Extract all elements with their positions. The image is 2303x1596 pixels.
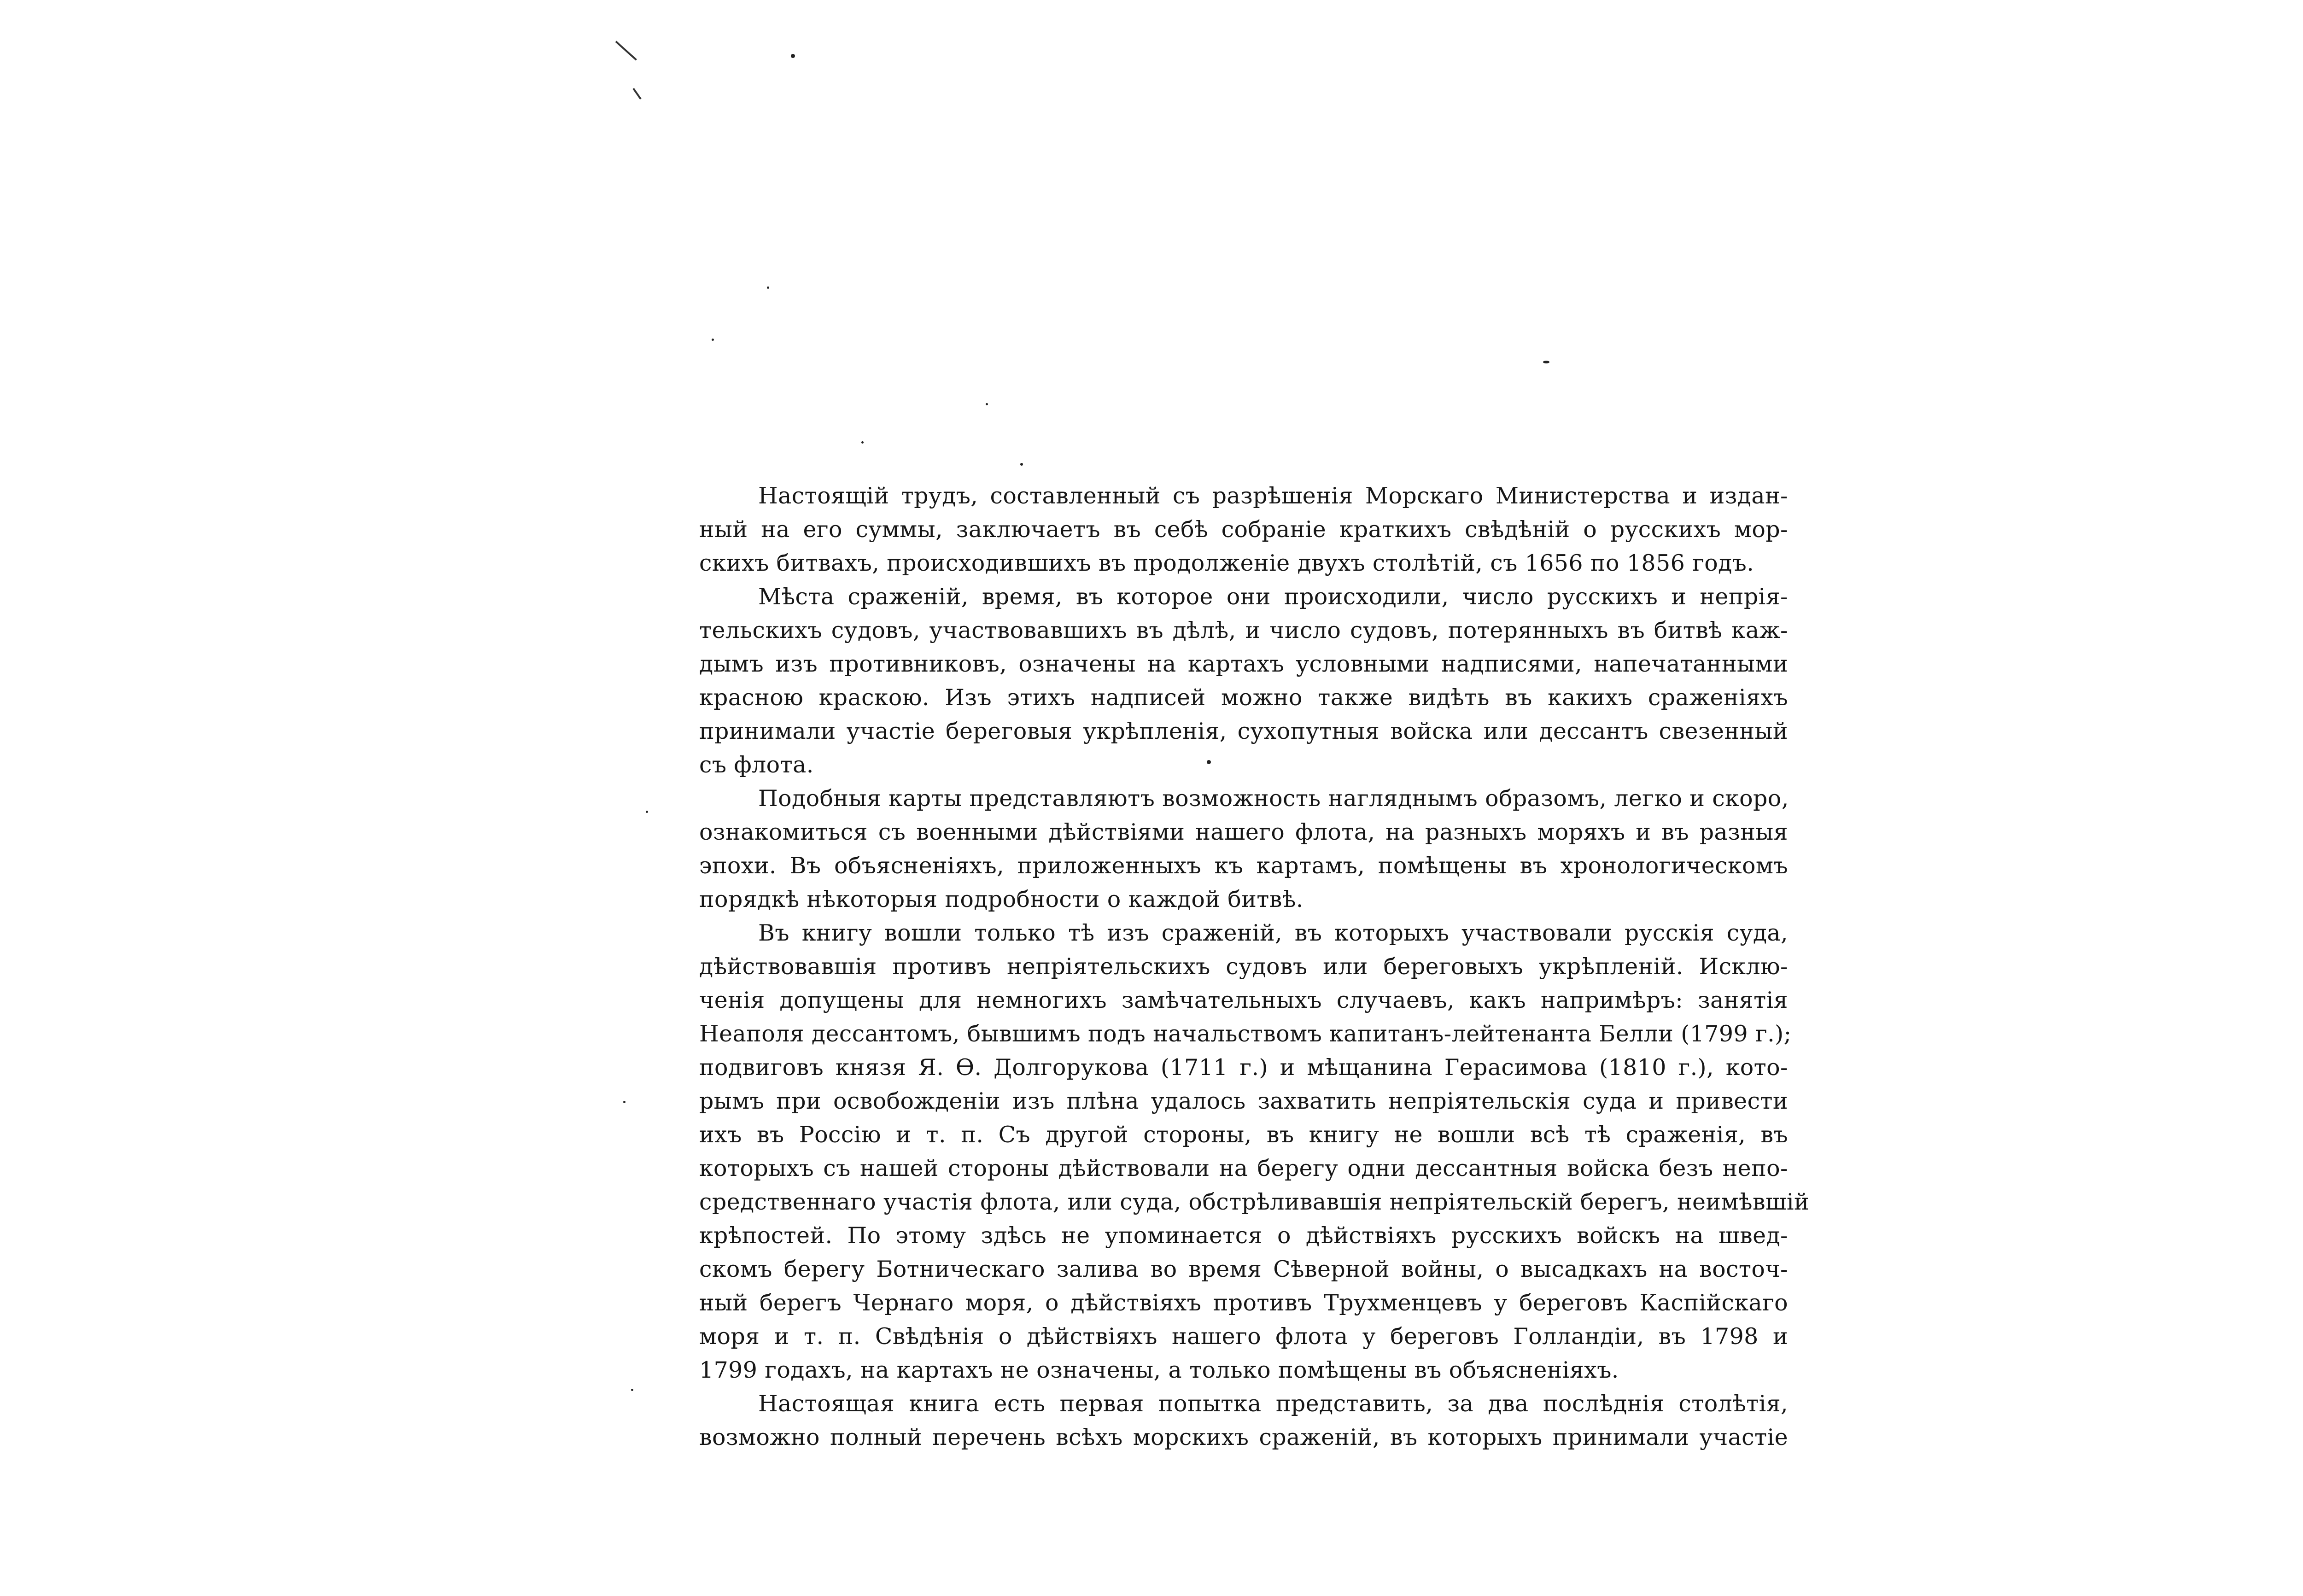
- scan-artifact-dot: [1543, 361, 1549, 363]
- text-line: рымъ при освобожденіи изъ плѣна удалось захватить непріятельскія суда и привести: [699, 1088, 1788, 1114]
- scan-artifact-dot: [1020, 463, 1023, 466]
- text-line: которыхъ съ нашей стороны дѣйствовали на берегу одни дессантныя войска безъ непо-: [699, 1155, 1788, 1181]
- scan-artifact-stroke: [632, 88, 641, 99]
- paragraph-4: [640, 916, 1810, 1387]
- text-line: Подобныя карты представляютъ возможность нагляднымъ образомъ, легко и скоро,: [758, 785, 1789, 812]
- text-line: крѣпостей. По этому здѣсь не упоминается о дѣйствіяхъ русскихъ войскъ на швед-: [699, 1222, 1788, 1249]
- paragraph-2: [640, 580, 1788, 782]
- text-line: ченія допущены для немногихъ замѣчательныхъ случаевъ, какъ напримѣръ: занятія: [699, 987, 1788, 1013]
- paragraph-1: [640, 479, 1788, 580]
- text-line: моря и т. п. Свѣдѣнія о дѣйствіяхъ нашего флота у береговъ Голландіи, въ 1798 и: [699, 1323, 1788, 1350]
- text-line: Въ книгу вошли только тѣ изъ сраженій, въ которыхъ участвовали русскія суда,: [758, 920, 1788, 946]
- text-line: дѣйствовавшія противъ непріятельскихъ судовъ или береговыхъ укрѣпленій. Исклю-: [699, 953, 1788, 980]
- scan-artifact-dot: [631, 1389, 633, 1391]
- text-line: ный на его суммы, заключаетъ въ себѣ собраніе краткихъ свѣдѣній о русскихъ мор-: [699, 516, 1788, 543]
- text-line: подвиговъ князя Я. Ѳ. Долгорукова (1711 г.) и мѣщанина Герасимова (1810 г.), кото-: [699, 1054, 1788, 1081]
- text-line: Неаполя дессантомъ, бывшимъ подъ начальствомъ капитанъ-лейтенанта Белли (1799 г.);: [699, 1021, 1792, 1047]
- text-line: Настоящая книга есть первая попытка представить, за два послѣднія столѣтія,: [758, 1391, 1788, 1417]
- text-line: скомъ берегу Ботническаго залива во время Сѣверной войны, о высадкахъ на восточ-: [699, 1256, 1788, 1282]
- text-line: ный берегъ Чернаго моря, о дѣйствіяхъ противъ Трухменцевъ у береговъ Каспійскаго: [699, 1290, 1788, 1316]
- text-line: порядкѣ нѣкоторыя подробности о каждой битвѣ.: [699, 886, 1303, 912]
- text-line: съ флота.: [699, 752, 814, 778]
- text-line: средственнаго участія флота, или суда, обстрѣливавшія непріятельскій берегъ, неимѣвшій: [699, 1189, 1810, 1215]
- scan-artifact-dot: [712, 339, 714, 341]
- scan-artifact-dot: [791, 54, 795, 58]
- text-line: скихъ битвахъ, происходившихъ въ продолженіе двухъ столѣтій, съ 1656 по 1856 годъ.: [699, 550, 1754, 576]
- text-line: 1799 годахъ, на картахъ не означены, а только помѣщены въ объясненіяхъ.: [699, 1357, 1619, 1383]
- text-line: возможно полный перечень всѣхъ морскихъ сраженій, въ которыхъ принимали участіе: [699, 1424, 1788, 1450]
- text-line: красною краскою. Изъ этихъ надписей можно также видѣть въ какихъ сраженіяхъ: [699, 684, 1788, 711]
- text-line: Мѣста сраженій, время, въ которое они происходили, число русскихъ и непрія-: [758, 584, 1788, 610]
- scan-artifact-dot: [986, 403, 988, 405]
- text-line: ихъ въ Россію и т. п. Съ другой стороны, въ книгу не вошли всѣ тѣ сраженія, въ: [699, 1122, 1788, 1148]
- text-line: эпохи. Въ объясненіяхъ, приложенныхъ къ картамъ, помѣщены въ хронологическомъ: [699, 853, 1788, 879]
- scan-artifact-dot: [623, 1101, 625, 1103]
- scan-artifact-dot: [767, 286, 769, 289]
- paragraph-3: [640, 782, 1788, 916]
- scan-artifact-stroke: [615, 41, 637, 61]
- text-line: тельскихъ судовъ, участвовавшихъ въ дѣлѣ, и число судовъ, потерянныхъ въ битвѣ каж-: [699, 617, 1788, 643]
- text-line: принимали участіе береговыя укрѣпленія, сухопутныя войска или дессантъ свезенный: [699, 718, 1788, 744]
- text-line: Настоящій трудъ, составленный съ разрѣшенія Морскаго Министерства и издан-: [758, 483, 1788, 509]
- document-body: [640, 479, 1810, 1454]
- paragraph-5: [640, 1387, 1788, 1454]
- text-line: ознакомиться съ военными дѣйствіями нашего флота, на разныхъ моряхъ и въ разныя: [699, 819, 1788, 845]
- scan-artifact-dot: [861, 441, 864, 444]
- text-line: дымъ изъ противниковъ, означены на картахъ условными надписями, напечатанными: [699, 651, 1788, 677]
